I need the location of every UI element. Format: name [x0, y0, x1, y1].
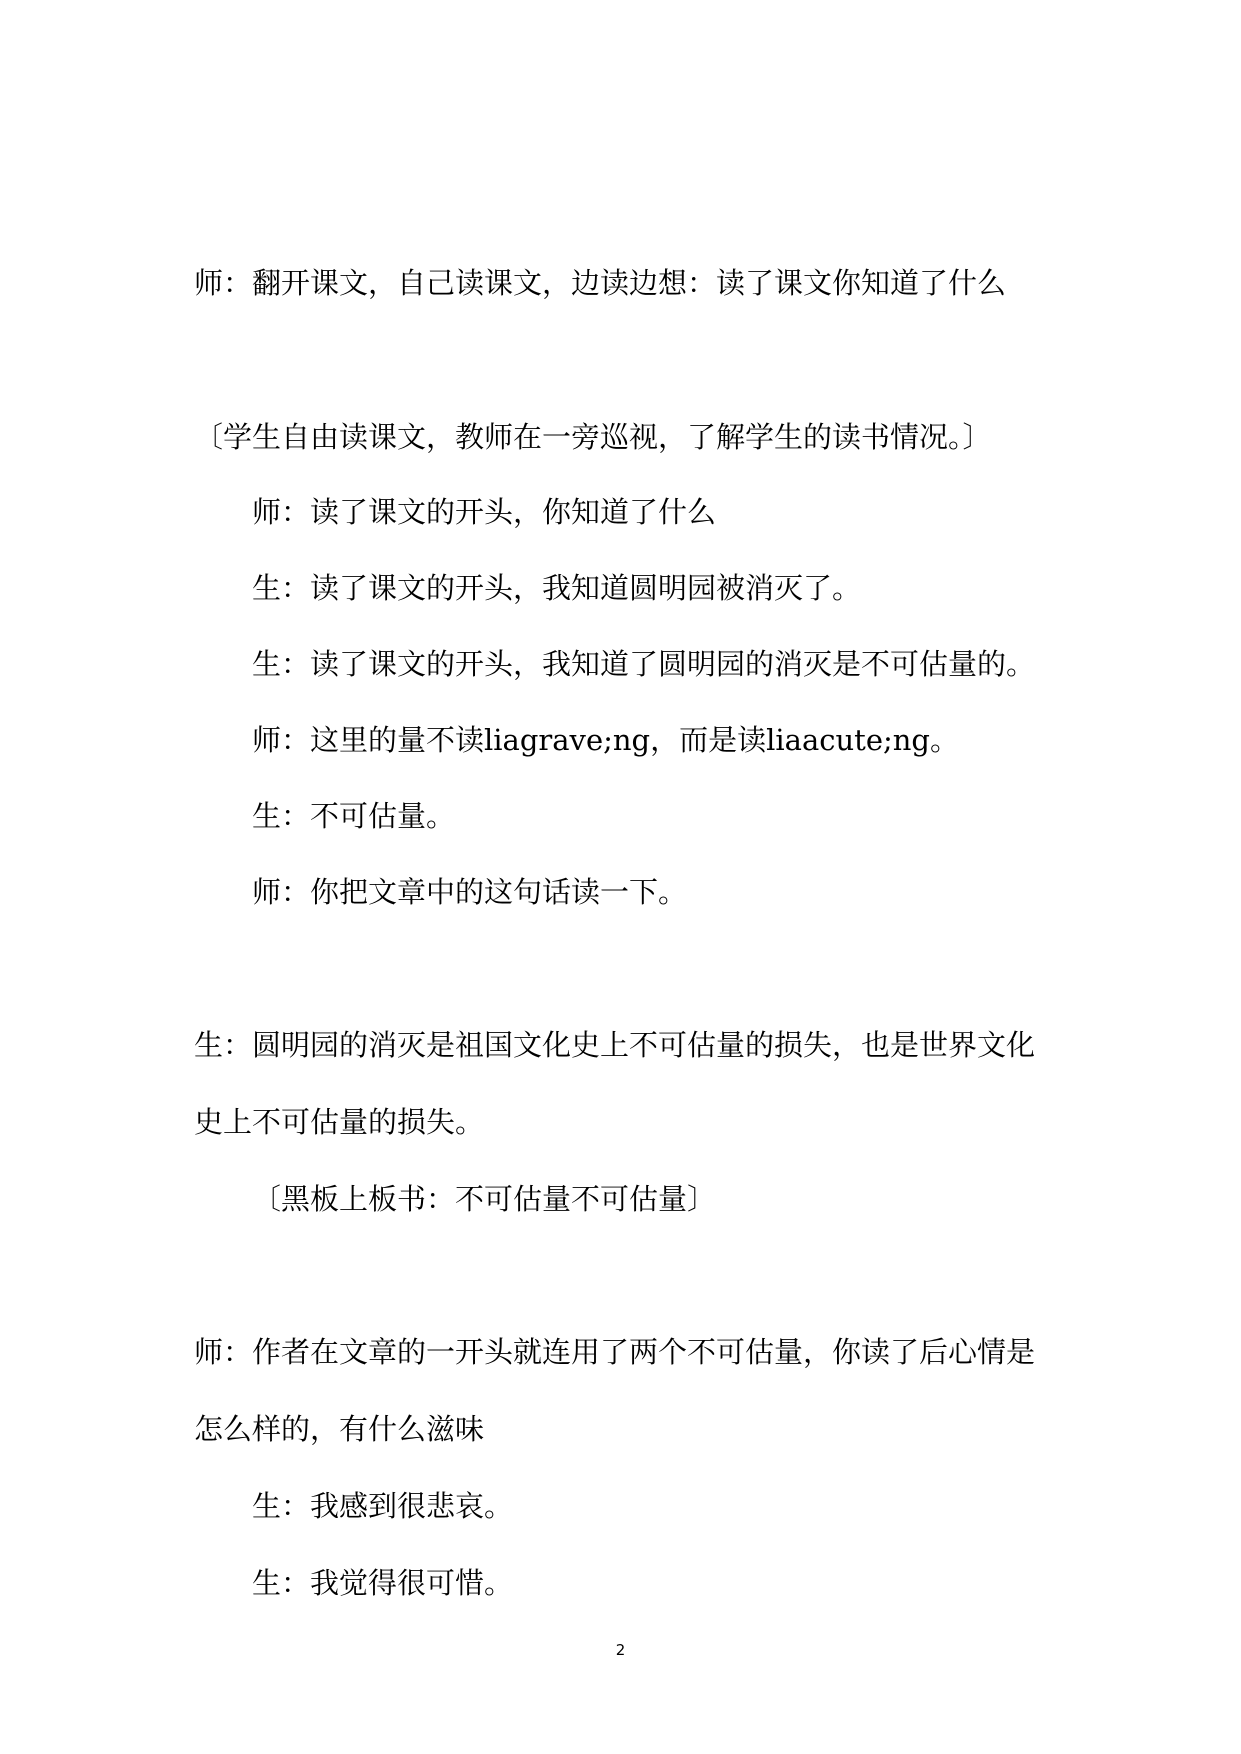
- text-line: 生：读了课文的开头，我知道了圆明园的消灭是不可估量的。: [252, 647, 1036, 681]
- text-line: 师：读了课文的开头，你知道了什么: [252, 495, 717, 529]
- text-line: 师：翻开课文，自己读课文，边读边想：读了课文你知道了什么: [194, 266, 1007, 300]
- text-line: 怎么样的，有什么滋味: [194, 1412, 485, 1446]
- text-line: 生：圆明园的消灭是祖国文化史上不可估量的损失，也是世界文化: [194, 1028, 1036, 1062]
- text-line: 师：你把文章中的这句话读一下。: [252, 875, 688, 909]
- text-line: 生：不可估量。: [252, 799, 456, 833]
- text-line: 史上不可估量的损失。: [194, 1105, 485, 1139]
- text-line: 〔黑板上板书：不可估量不可估量〕: [252, 1182, 717, 1216]
- text-line: 〔学生自由读课文，教师在一旁巡视，了解学生的读书情况。〕: [194, 420, 992, 454]
- text-line: 生：读了课文的开头，我知道圆明园被消灭了。: [252, 571, 862, 605]
- text-line: 师：作者在文章的一开头就连用了两个不可估量，你读了后心情是: [194, 1335, 1036, 1369]
- text-line: 师：这里的量不读liagrave;ng，而是读liaacute;ng。: [252, 723, 959, 757]
- text-line: 生：我感到很悲哀。: [252, 1489, 514, 1523]
- text-line: 生：我觉得很可惜。: [252, 1566, 514, 1600]
- page-number: 2: [615, 1641, 626, 1659]
